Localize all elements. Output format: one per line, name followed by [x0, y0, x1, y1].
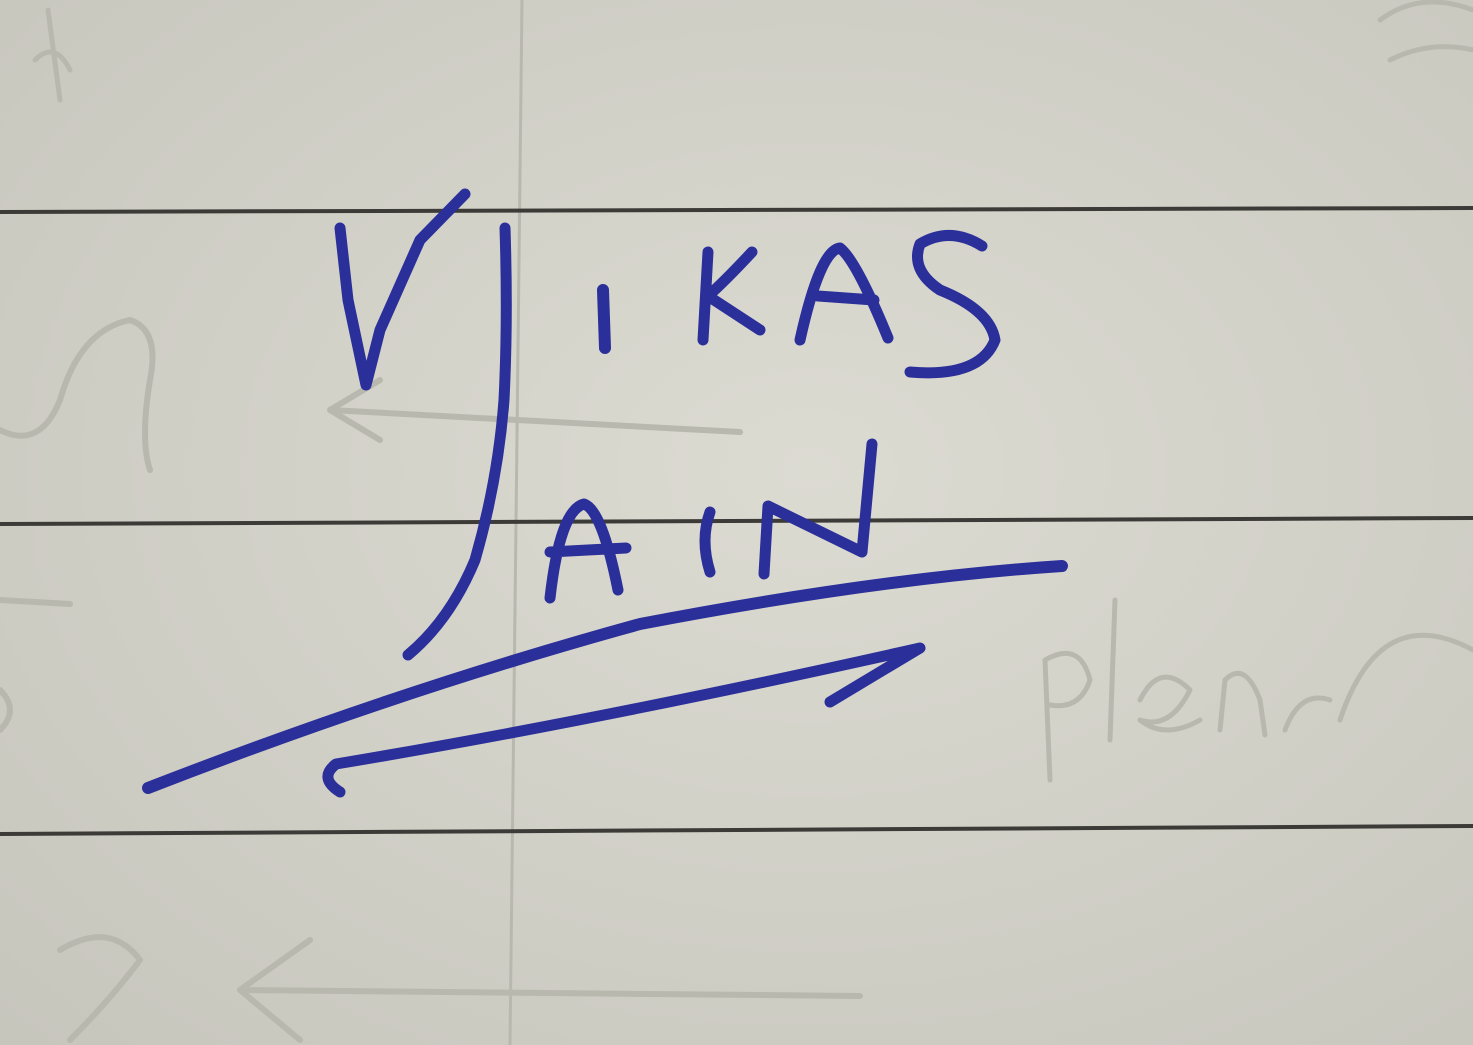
- signature-stroke: [603, 290, 605, 348]
- signature-stroke: [705, 512, 710, 572]
